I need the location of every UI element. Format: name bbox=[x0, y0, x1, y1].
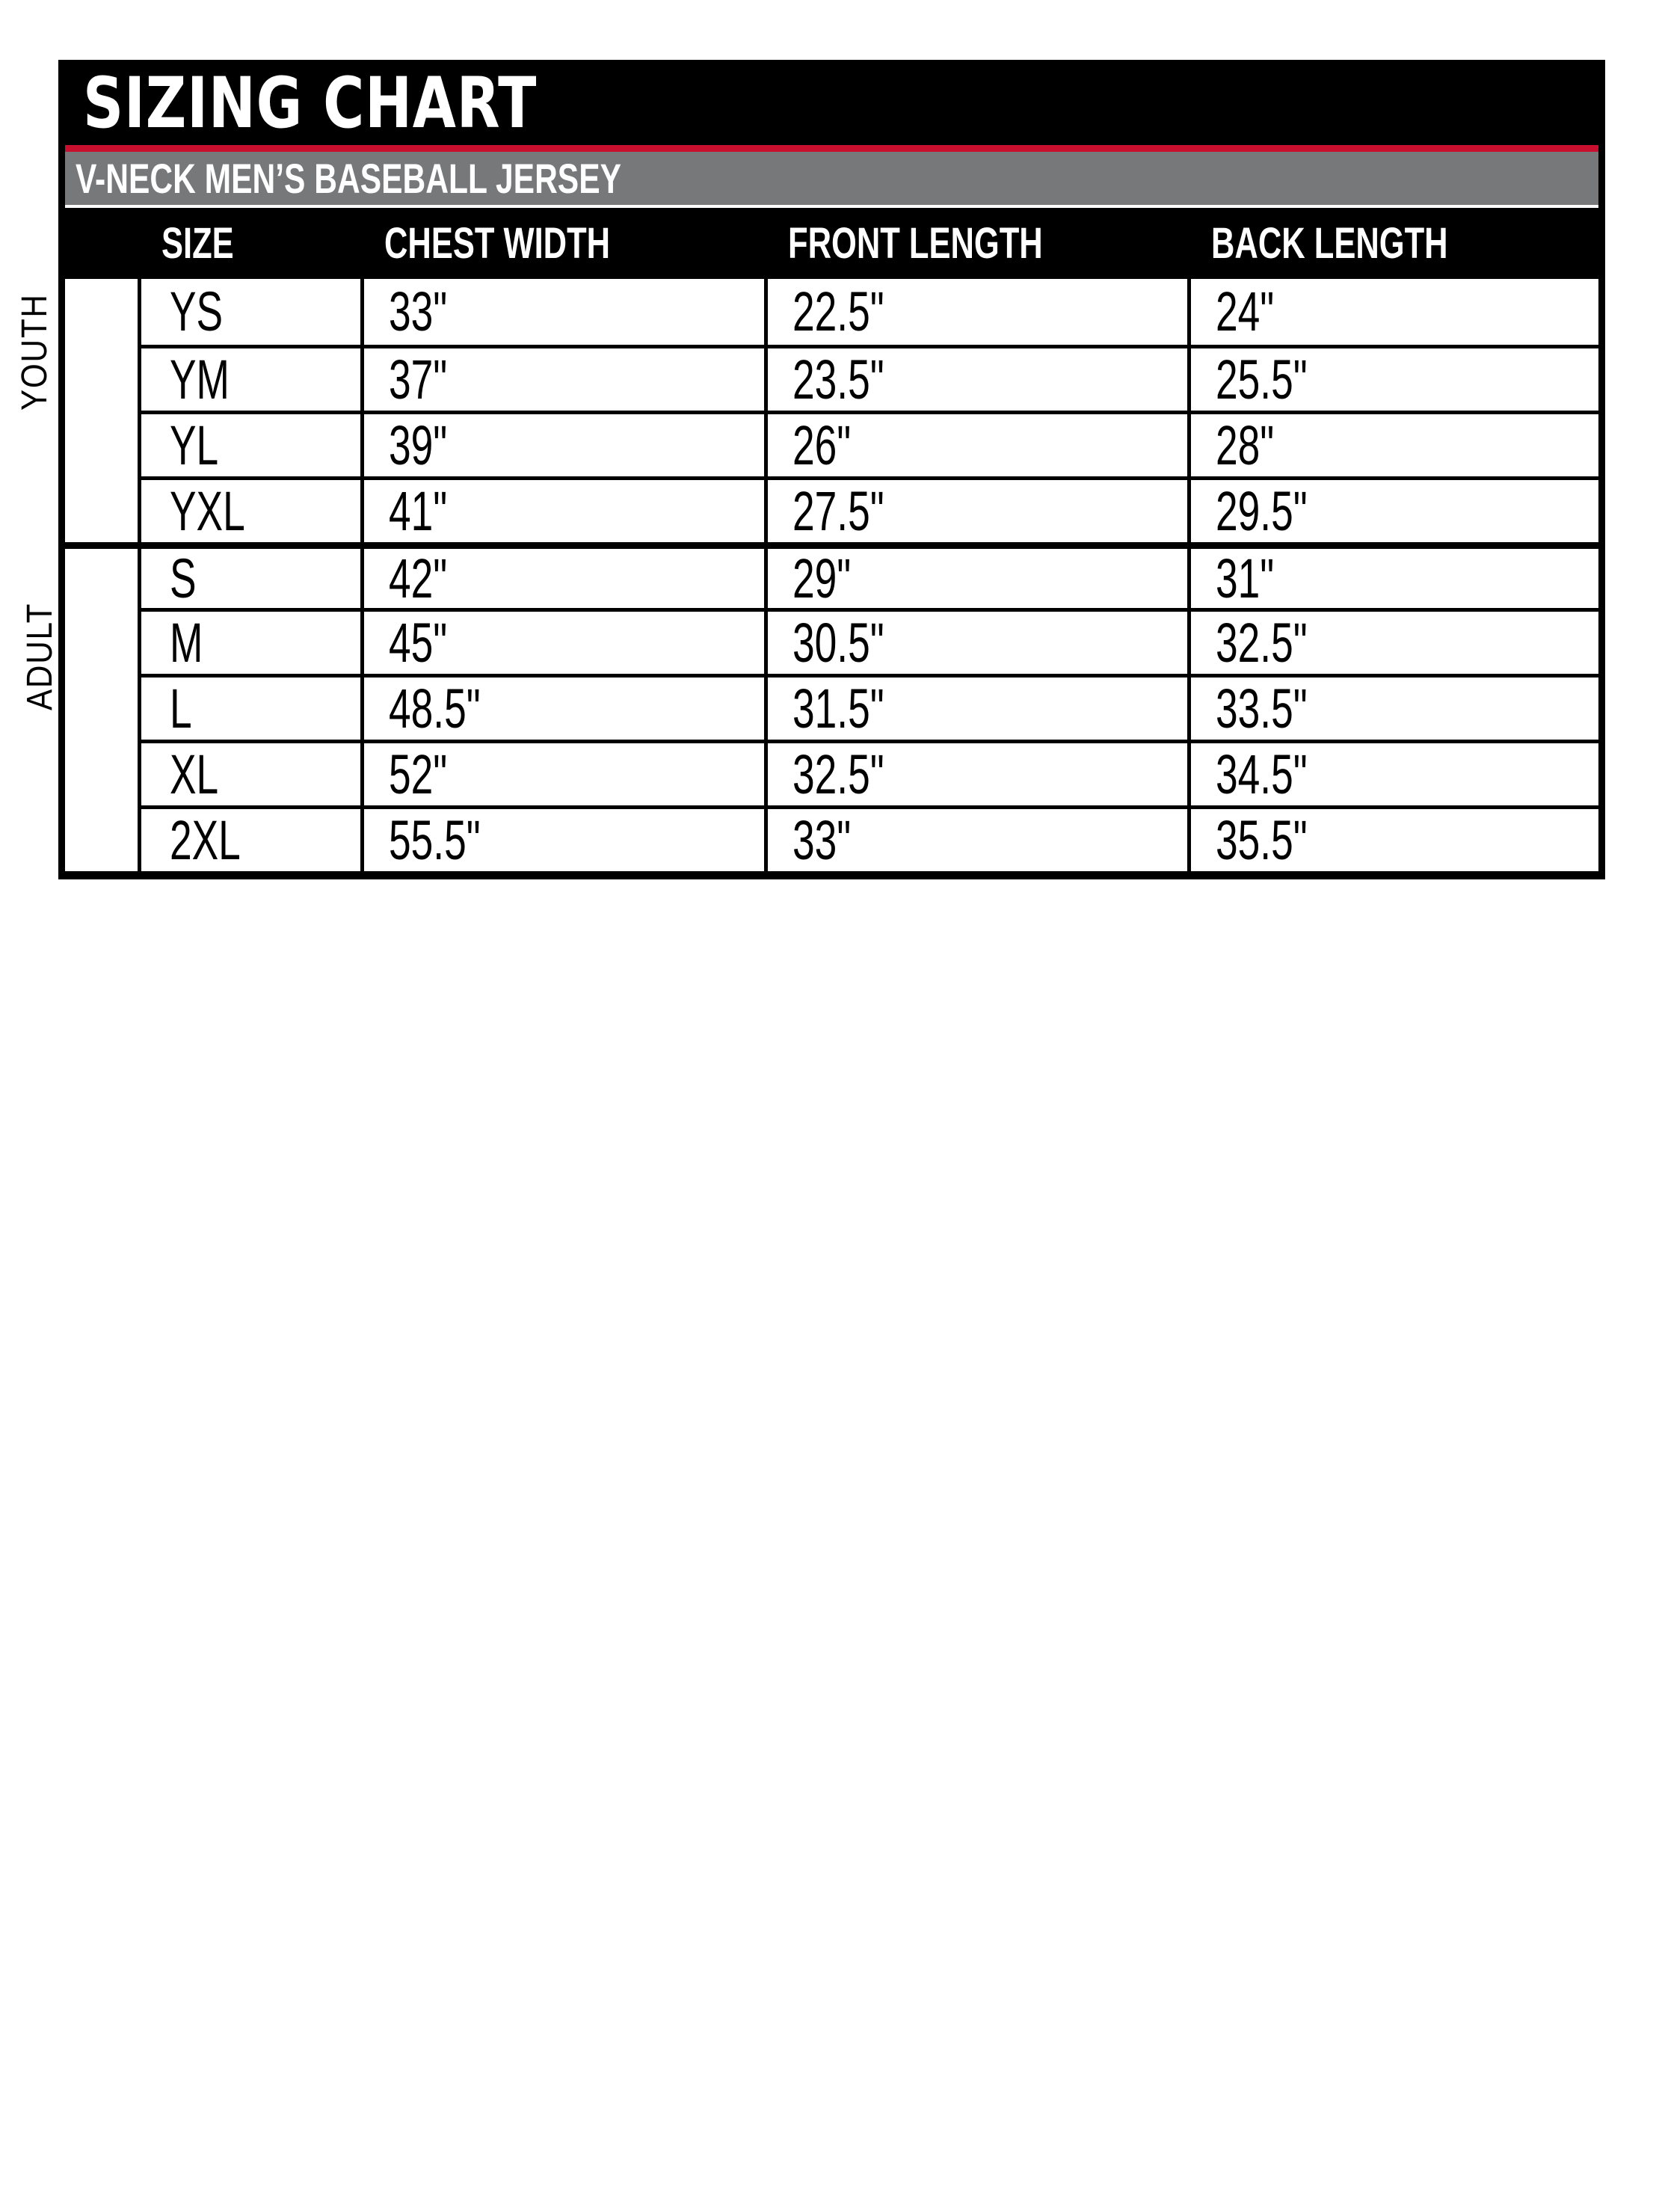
back-cell: 25.5" bbox=[1187, 345, 1598, 411]
back-cell: 34.5" bbox=[1187, 740, 1598, 805]
product-subtitle: V-NECK MEN’S BASEBALL JERSEY bbox=[76, 154, 621, 202]
header-front-length: FRONT LENGTH bbox=[788, 218, 1043, 268]
group-label-youth: YOUTH bbox=[14, 293, 55, 411]
front-cell: 23.5" bbox=[764, 345, 1187, 411]
subtitle-bar bbox=[65, 152, 1598, 205]
front-cell: 27.5" bbox=[764, 476, 1187, 542]
front-cell: 22.5" bbox=[764, 279, 1187, 345]
size-cell: YXL bbox=[138, 476, 360, 542]
page-title: SIZING CHART bbox=[83, 62, 538, 144]
header-back-length: BACK LENGTH bbox=[1211, 218, 1448, 268]
back-cell: 32.5" bbox=[1187, 608, 1598, 674]
back-cell: 31" bbox=[1187, 542, 1598, 608]
back-cell: 29.5" bbox=[1187, 476, 1598, 542]
back-cell: 28" bbox=[1187, 411, 1598, 476]
size-cell: XL bbox=[138, 740, 360, 805]
table-body bbox=[14, 279, 1598, 871]
back-cell: 24" bbox=[1187, 279, 1598, 345]
front-cell: 26" bbox=[764, 411, 1187, 476]
back-cell: 33.5" bbox=[1187, 674, 1598, 740]
front-cell: 31.5" bbox=[764, 674, 1187, 740]
size-cell: 2XL bbox=[138, 805, 360, 871]
chest-cell: 42" bbox=[360, 542, 764, 608]
chest-cell: 52" bbox=[360, 740, 764, 805]
column-header-row bbox=[65, 208, 1598, 279]
chest-cell: 41" bbox=[360, 476, 764, 542]
size-cell: YM bbox=[138, 345, 360, 411]
red-accent-rule bbox=[65, 145, 1598, 152]
size-cell: S bbox=[138, 542, 360, 608]
sizing-chart-sheet bbox=[14, 60, 1605, 879]
front-cell: 33" bbox=[764, 805, 1187, 871]
size-cell: YL bbox=[138, 411, 360, 476]
chest-cell: 33" bbox=[360, 279, 764, 345]
header-chest-width: CHEST WIDTH bbox=[384, 218, 611, 268]
group-cell-youth bbox=[14, 279, 138, 542]
chest-cell: 37" bbox=[360, 345, 764, 411]
front-cell: 29" bbox=[764, 542, 1187, 608]
size-cell: M bbox=[138, 608, 360, 674]
chest-cell: 55.5" bbox=[360, 805, 764, 871]
group-cell-adult bbox=[19, 542, 138, 871]
size-cell: YS bbox=[138, 279, 360, 345]
front-cell: 32.5" bbox=[764, 740, 1187, 805]
title-bar bbox=[65, 62, 1598, 145]
chest-cell: 48.5" bbox=[360, 674, 764, 740]
front-cell: 30.5" bbox=[764, 608, 1187, 674]
chest-cell: 45" bbox=[360, 608, 764, 674]
back-cell: 35.5" bbox=[1187, 805, 1598, 871]
header-size: SIZE bbox=[161, 218, 234, 268]
group-label-adult: ADULT bbox=[19, 602, 60, 710]
sizing-chart-table bbox=[14, 60, 1605, 879]
chest-cell: 39" bbox=[360, 411, 764, 476]
size-cell: L bbox=[138, 674, 360, 740]
